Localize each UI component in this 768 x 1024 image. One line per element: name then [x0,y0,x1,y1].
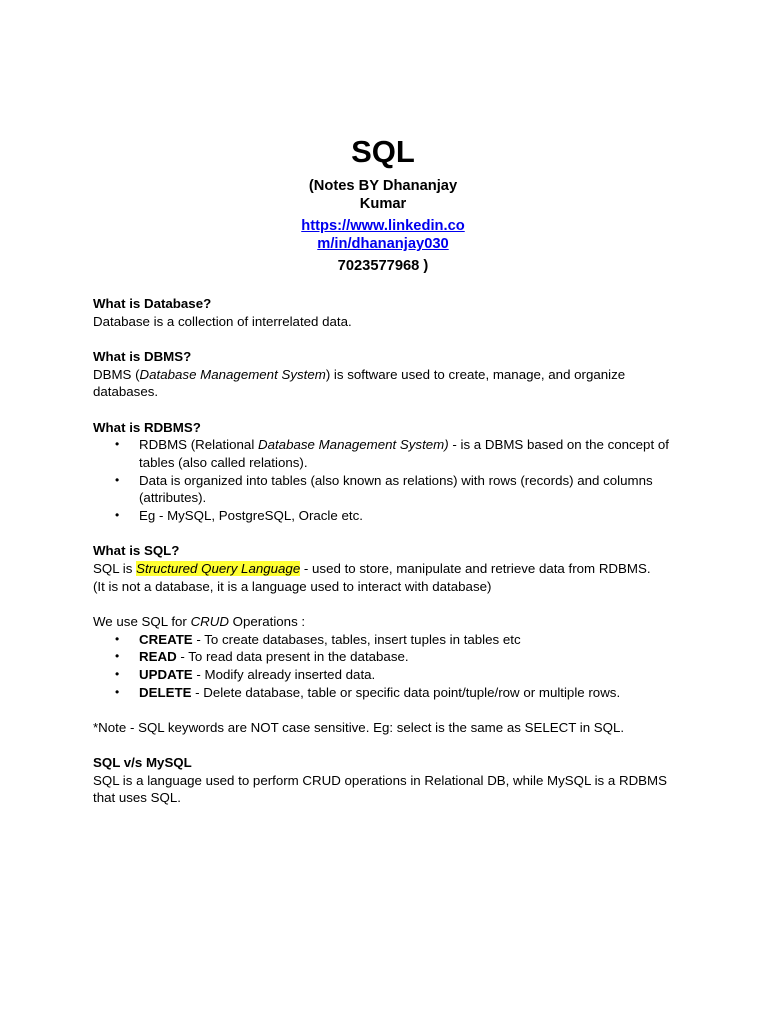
heading-sql: What is SQL? [93,543,180,559]
linkedin-link-part-2[interactable]: m/in/dhananjay030 [317,236,449,252]
crud-create-desc: - To create databases, tables, insert tuples in tables etc [192,631,521,647]
rdbms-full-form: Database Management System) [257,437,449,453]
crud-read-key: READ [139,649,177,665]
heading-sql-vs-mysql: SQL v/s MySQL [93,755,192,771]
crud-create-key: CREATE [139,631,193,647]
dbms-text-end: ) is software used to create, manage, and organize databases. [93,366,626,400]
phone-number: 7023577968 ) [337,258,429,274]
heading-database: What is Database? [93,296,212,311]
linkedin-link[interactable] [93,217,673,253]
crud-read-desc: - To read data present in the database. [176,649,409,665]
sql-vs-mysql-text: SQL is a language used to perform CRUD operations in Relational DB, while MySQL is a RDBMS that uses SQL. [93,772,667,806]
crud-intro [93,613,673,631]
rdbms-list [93,436,673,525]
dbms-text-start: DBMS ( [93,366,140,382]
crud-term: CRUD [190,613,229,629]
case-sensitivity-note: *Note - SQL keywords are NOT case sensitive. Eg: select is the same as SELECT in SQL. [93,719,625,735]
sql-text-end: - used to store, manipulate and retrieve data from RDBMS. [300,560,651,576]
list-item: • Eg - MySQL, PostgreSQL, Oracle etc. [93,507,673,525]
author-byline [93,177,673,275]
crud-update-desc: - Modify already inserted data. [192,666,376,682]
crud-intro-end: Operations : [228,613,306,629]
list-item [93,666,673,684]
list-item [93,684,673,702]
rdbms-item1-start: RDBMS (Relational [139,437,258,453]
sql-full-form-highlight: Structured Query Language [136,560,301,576]
heading-rdbms: What is RDBMS? [93,419,201,435]
list-item [93,436,673,471]
crud-list [93,631,673,702]
database-definition: Database is a collection of interrelated data. [93,313,352,329]
sql-definition [93,560,673,578]
crud-intro-start: We use SQL for [93,613,191,629]
document-body [93,295,673,807]
byline-line-1: (Notes BY Dhananjay [308,178,458,194]
sql-text-start: SQL is [93,560,137,576]
heading-dbms: What is DBMS? [93,348,192,364]
rdbms-item1-end: - is a DBMS based on the concept of tables (also called relations). [139,437,669,470]
list-item [93,648,673,666]
sql-clarification: (It is not a database, it is a language used to interact with database) [93,578,492,594]
crud-delete-key: DELETE [139,684,192,700]
list-item: • Data is organized into tables (also known as relations) with rows (records) and columns (attributes). [93,472,673,507]
dbms-full-form: Database Management System [139,366,326,382]
list-item [93,631,673,649]
byline-line-2: Kumar [359,196,407,212]
page-title: SQL [351,134,415,169]
crud-delete-desc: - Delete database, table or specific data point/tuple/row or multiple rows. [191,684,621,700]
crud-update-key: UPDATE [139,666,193,682]
linkedin-link-part-1[interactable]: https://www.linkedin.co [301,218,465,234]
dbms-definition [93,366,673,401]
